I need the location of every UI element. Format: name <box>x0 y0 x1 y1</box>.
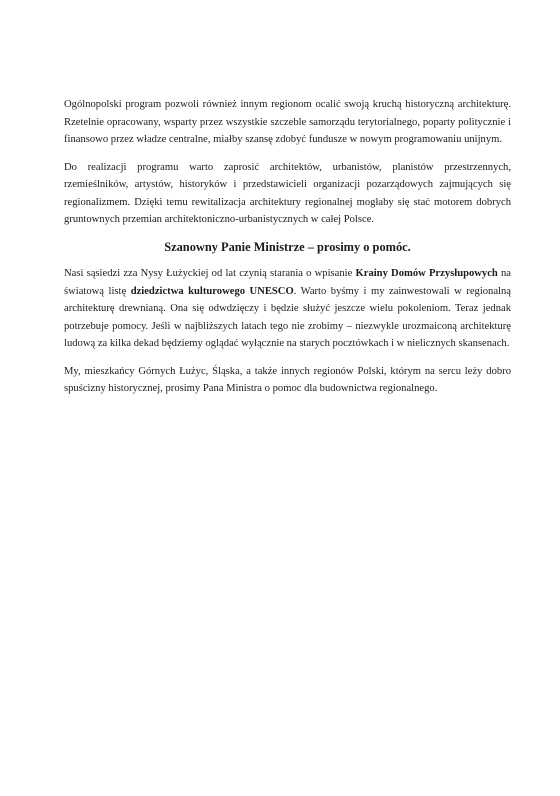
paragraph-unesco-text-1: Nasi sąsiedzi zza Nysy Łużyckiej od lat czynią starania o wpisanie <box>64 268 356 279</box>
paragraph-unesco-text-2: na światową listę <box>64 268 511 297</box>
paragraph-unesco <box>64 265 511 353</box>
paragraph-program-participants: Do realizacji programu warto zaprosić architektów, urbanistów, planistów przestrzennych, rzemieślników, artystów, historyków i przedstawicieli organizacji pozarządowych zajmujących się regionalizmem. Dzięki temu rewitalizacja architektury regionalnej mogłaby się stać motorem dobrych gruntownych przemian architektoniczno-urbanistycznych w całej Polsce. <box>64 161 511 225</box>
appeal-heading: Szanowny Panie Ministrze – prosimy o pomóc. <box>164 239 411 254</box>
document-page <box>64 96 511 408</box>
paragraph-unesco-text-3: . Warto byśmy i my zainwestowali w regionalną architekturę drewnianą. Ona się odwdzięczy i będzie służyć jeszcze wielu pokoleniom. Teraz jednak potrzebuje pomocy. Jeśli w najbliższych latach tego nie zrobimy – niezwykle urozmaiconą architekturę ludową za kilka dekad będziemy oglądać wyłącznie na starych pocztówkach i w nielicznych skansenach. <box>64 285 511 349</box>
paragraph-closing-request: My, mieszkańcy Górnych Łużyc, Śląska, a także innych regionów Polski, którym na sercu leży dobro spuścizny historycznej, prosimy Pana Ministra o pomoc dla budownictwa regionalnego. <box>64 365 511 394</box>
paragraph-unesco-bold-1: Krainy Domów Przysłupowych <box>355 268 498 279</box>
paragraph-national-program: Ogólnopolski program pozwoli również innym regionom ocalić swoją kruchą historyczną architekturę. Rzetelnie opracowany, wsparty przez wszystkie szczeble samorządu terytorialnego, poparty politycznie i finansowo przez władze centralne, miałby szansę zdobyć fundusze w nowym programowaniu unijnym. <box>64 99 511 145</box>
paragraph-unesco-bold-2: dziedzictwa kulturowego UNESCO <box>130 285 294 297</box>
